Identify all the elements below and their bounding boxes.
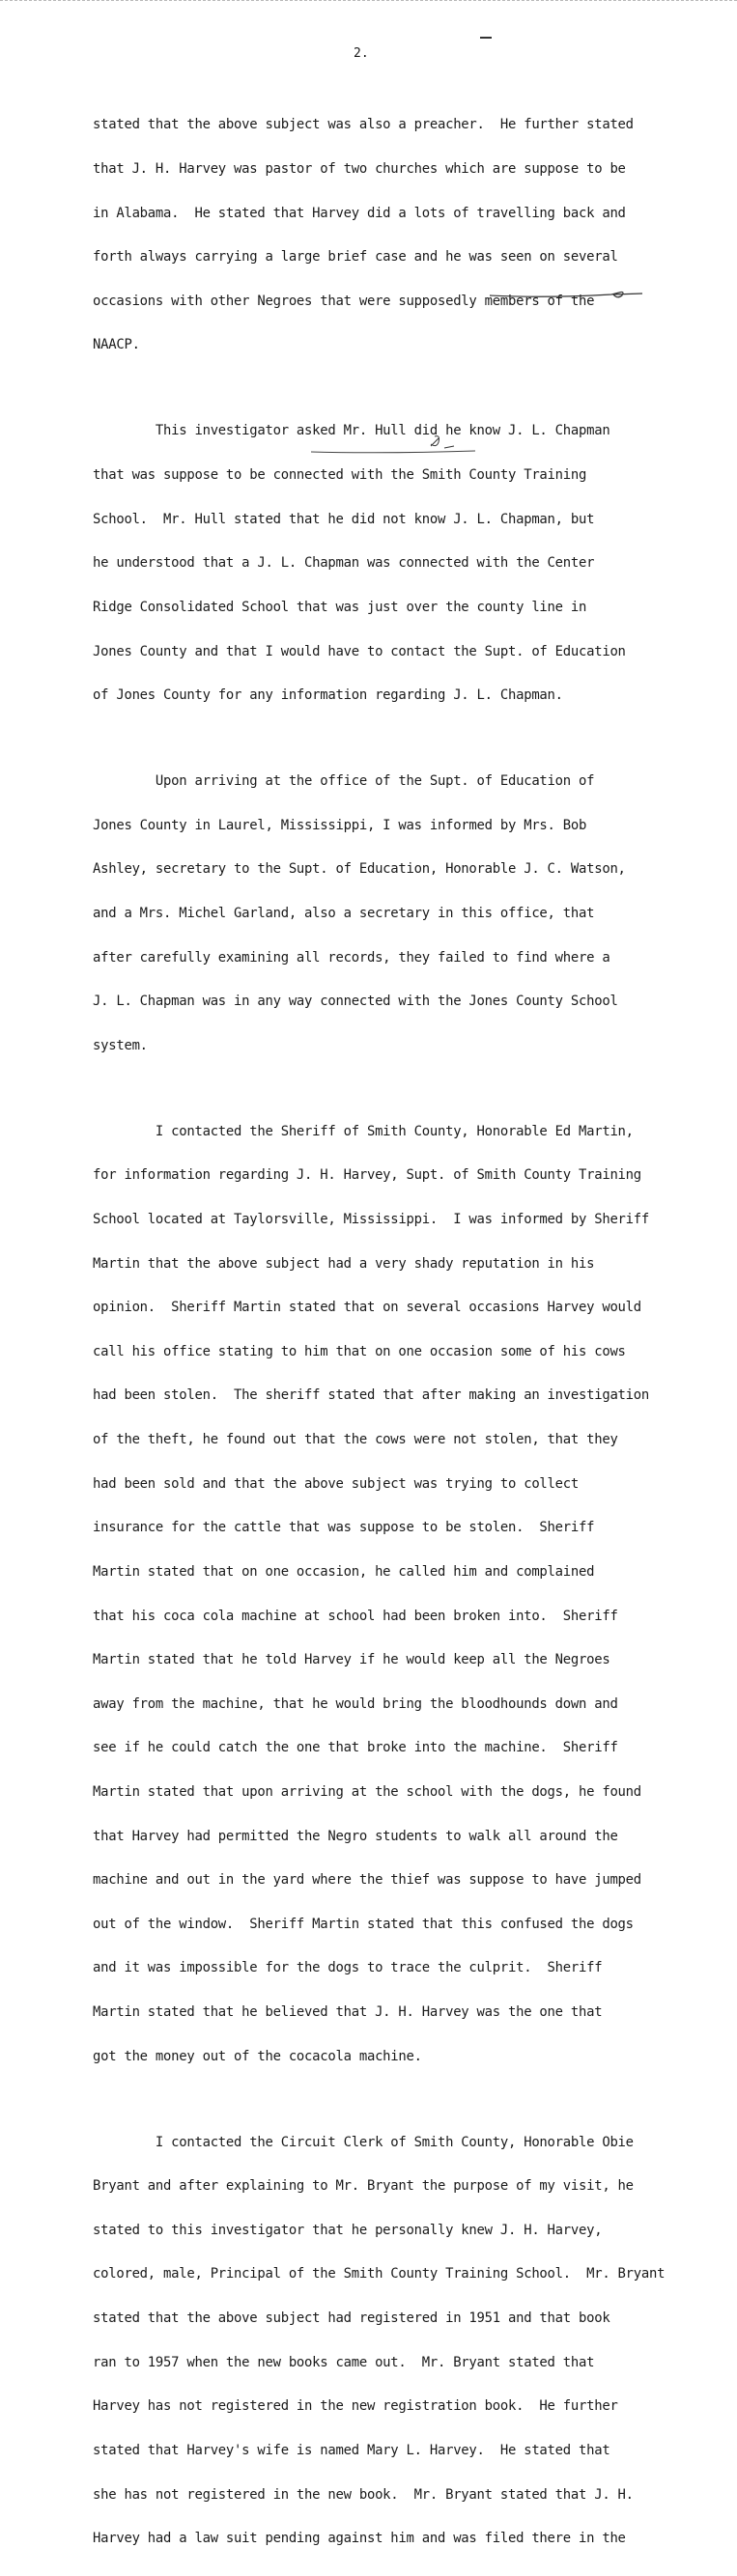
- text-line: out of the window. Sheriff Martin stated that this confused the dogs: [93, 1916, 634, 1932]
- text-line: Martin stated that on one occasion, he called him and complained: [93, 1563, 595, 1580]
- text-line: of Jones County for any information regarding J. L. Chapman.: [93, 687, 563, 704]
- text-line: stated that the above subject had registered in 1951 and that book: [93, 2310, 610, 2327]
- text-line: I contacted the Sheriff of Smith County, Honorable Ed Martin,: [93, 1123, 634, 1139]
- scan-mark: [480, 37, 492, 39]
- text-line: system.: [93, 1037, 148, 1053]
- text-line: and it was impossible for the dogs to trace the culprit. Sheriff: [93, 1960, 603, 1976]
- text-line: J. L. Chapman was in any way connected with the Jones County School: [93, 994, 618, 1010]
- text-line: Martin that the above subject had a very shady reputation in his: [93, 1255, 595, 1272]
- text-line: had been stolen. The sheriff stated that after making an investigation: [93, 1387, 650, 1404]
- text-line: see if he could catch the one that broke into the machine. Sheriff: [93, 1740, 618, 1756]
- text-line: after carefully examining all records, they failed to find where a: [93, 949, 610, 966]
- text-line: stated to this investigator that he personally knew J. H. Harvey,: [93, 2222, 603, 2238]
- paragraph: [93, 1095, 721, 2093]
- text-line: of the theft, he found out that the cows were not stolen, that they: [93, 1432, 618, 1448]
- text-line: forth always carrying a large brief case and he was seen on several: [93, 249, 618, 266]
- text-line: Jones County in Laurel, Mississippi, I was informed by Mrs. Bob: [93, 817, 587, 833]
- text-line: got the money out of the cocacola machine.: [93, 2048, 422, 2064]
- text-line: call his office stating to him that on one occasion some of his cows: [93, 1343, 626, 1359]
- text-line: and a Mrs. Michel Garland, also a secretary in this office, that: [93, 905, 595, 921]
- text-line: opinion. Sheriff Martin stated that on several occasions Harvey would: [93, 1300, 641, 1316]
- text-line: Bryant and after explaining to Mr. Bryant the purpose of my visit, he: [93, 2178, 634, 2195]
- paragraph: [93, 89, 721, 382]
- text-line: away from the machine, that he would bring the bloodhounds down and: [93, 1695, 618, 1712]
- paragraph: [93, 745, 721, 1083]
- text-line: Martin stated that he believed that J. H. Harvey was the one that: [93, 2004, 603, 2020]
- text-line: in Alabama. He stated that Harvey did a lots of travelling back and: [93, 205, 626, 221]
- text-line: had been sold and that the above subject was trying to collect: [93, 1475, 579, 1492]
- text-line: that Harvey had permitted the Negro students to walk all around the: [93, 1828, 618, 1844]
- paragraph: [93, 2106, 721, 2576]
- text-line: insurance for the cattle that was suppose to be stolen. Sheriff: [93, 1520, 595, 1536]
- text-line: stated that the above subject was also a preacher. He further stated: [93, 117, 634, 133]
- text-line: that his coca cola machine at school had been broken into. Sheriff: [93, 1608, 618, 1624]
- text-line: NAACP.: [93, 337, 140, 353]
- text-line: Jones County and that I would have to contact the Supt. of Education: [93, 643, 626, 659]
- page-number: 2.: [354, 46, 369, 61]
- text-line: Martin stated that upon arriving at the school with the dogs, he found: [93, 1783, 641, 1800]
- text-line: Martin stated that he told Harvey if he would keep all the Negroes: [93, 1652, 610, 1668]
- text-line: I contacted the Circuit Clerk of Smith County, Honorable Obie: [93, 2134, 634, 2150]
- handwritten-underline-mark: [309, 448, 478, 456]
- text-line: machine and out in the yard where the thief was suppose to have jumped: [93, 1872, 641, 1889]
- text-line: he understood that a J. L. Chapman was connected with the Center: [93, 555, 595, 572]
- text-line: Upon arriving at the office of the Supt. of Education of: [93, 773, 595, 790]
- text-line: stated that Harvey's wife is named Mary L. Harvey. He stated that: [93, 2442, 610, 2458]
- text-line: ran to 1957 when the new books came out. Mr. Bryant stated that: [93, 2354, 595, 2370]
- text-line: Ridge Consolidated School that was just over the county line in: [93, 599, 587, 615]
- text-line: she has not registered in the new book. Mr. Bryant stated that J. H.: [93, 2486, 634, 2503]
- page-top-edge: [0, 0, 737, 1]
- text-line: for information regarding J. H. Harvey, Supt. of Smith County Training: [93, 1167, 641, 1184]
- text-line: colored, male, Principal of the Smith County Training School. Mr. Bryant: [93, 2266, 666, 2282]
- text-line: Harvey had a law suit pending against him and was filed there in the: [93, 2531, 626, 2547]
- text-line: School located at Taylorsville, Mississippi. I was informed by Sheriff: [93, 1212, 650, 1228]
- text-line: that was suppose to be connected with the Smith County Training: [93, 467, 587, 484]
- text-line: that J. H. Harvey was pastor of two churches which are suppose to be: [93, 161, 626, 178]
- text-line: Ashley, secretary to the Supt. of Education, Honorable J. C. Watson,: [93, 861, 626, 878]
- text-line: School. Mr. Hull stated that he did not know J. L. Chapman, but: [93, 511, 595, 527]
- paragraph: [93, 395, 721, 733]
- document-body: [93, 89, 721, 2576]
- text-line: occasions with other Negroes that were supposedly members of the: [93, 293, 595, 309]
- text-line: Harvey has not registered in the new registration book. He further: [93, 2398, 618, 2415]
- handwritten-underline-mark: [488, 290, 652, 303]
- text-line: This investigator asked Mr. Hull did he know J. L. Chapman: [93, 423, 610, 439]
